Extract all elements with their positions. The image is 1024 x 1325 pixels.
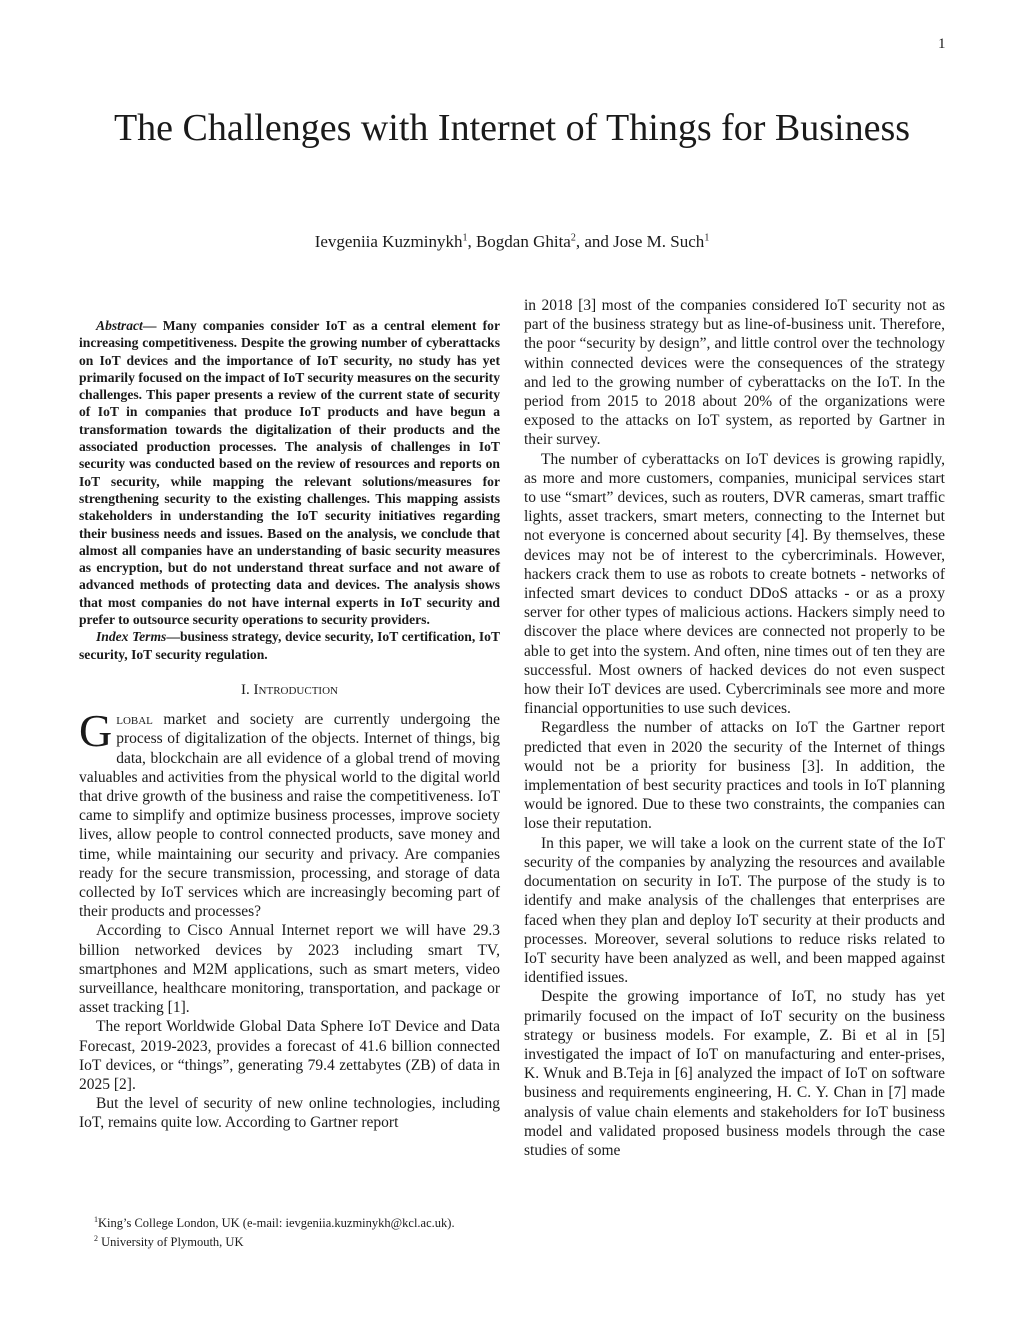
intro-text: market and society are currently undergoing the process of digitalization of the objects. Internet of things, big data, blockchain are all evidence of a global trend of moving valuables and activities from the physical world to the digital world that drive growth of the business and raise the competitiveness. IoT came to simplify and optimize business processes, improve society lives, allow people to control connected products, save money and time, while maintaining our security and privacy. Are companies ready for the secure transmission, processing, and storage of data collected by IoT services which are increasingly becoming part of their products and processes? <box>79 711 500 921</box>
footnote <box>94 1212 455 1231</box>
footnote-text: King’s College London, UK (e-mail: ievgeniia.kuzminykh@kcl.ac.uk). <box>98 1216 455 1231</box>
affiliation-mark: 1 <box>462 232 468 244</box>
intro-paragraph <box>79 705 500 921</box>
abstract-text: Many companies consider IoT as a central element for increasing competitiveness. Despite the growing number of cyberattacks on IoT devices and the importance of IoT security, no study has yet primarily focused on the impact of IoT security measures on the security challenges. This paper presents a review of the current state of security of IoT in companies that produce IoT products and have begun a transformation towards the digitalization of their products and the associated production processes. The analysis of challenges in IoT security was conducted based on the review of resources and reports on IoT security, while mapping the relevant solutions/measures for strengthening security to the existing challenges. This mapping assists stakeholders in understanding the IoT security initiatives regarding their business needs and issues. Based on the analysis, we conclude that almost all companies have an understanding of basic security measures as encryption, but do not understand threat surface and not aware of advanced methods of protecting data and devices. The analysis shows that most companies do not have internal experts in IoT security and prefer to outsource security operations to security providers. <box>79 318 500 628</box>
author-separator: , and <box>575 232 614 251</box>
author-separator: , <box>467 232 476 251</box>
footnotes <box>94 1212 455 1250</box>
body-paragraph: Regardless the number of attacks on IoT the Gartner report predicted that even in 2020 the security of the Internet of things would not be a priority for business [3]. In addition, the implementation of best security practices and tools in IoT planning would be ignored. Due to these two constraints, the companies can lose their reputation. <box>524 719 945 833</box>
author-name: Bogdan Ghita <box>475 232 571 251</box>
body-paragraph: But the level of security of new online technologies, including IoT, remains quite low. According to Gartner report <box>79 1095 500 1132</box>
section-numeral: I. <box>241 681 250 698</box>
left-column <box>79 317 500 1133</box>
author-name: Ievgeniia Kuzminykh <box>314 232 463 251</box>
footnote-mark: 2 <box>94 1234 98 1244</box>
body-paragraph: According to Cisco Annual Internet report we will have 29.3 billion networked devices by 2023 including smart TV, smartphones and M2M applications, such as smart meters, video surveillance, healthcare monitoring, transportation, and package or asset tracking [1]. <box>79 922 500 1017</box>
affiliation-mark: 1 <box>704 232 710 244</box>
author-list <box>90 232 934 252</box>
body-paragraph: The number of cyberattacks on IoT devices is growing rapidly, as more and more customers, companies, municipal services start to use “smart” devices, such as routers, DVR cameras, smart traffic lights, asset trackers, smart meters, connecting to the Internet but not everyone is concerned about security [4]. By themselves, these devices may not be of interest to the cybercriminals. However, hackers crack them to use as robots to create botnets - networks of infected smart devices to conduct DDoS attacks - or as a proxy server for other types of malicious actions. Hackers simply need to discover the place where devices are connected not properly to be able to get into the system. And often, nine times out of ten they are successful. Most owners of hacked devices do not even suspect how their IoT devices are used. Cybercriminals see more and more financial opportunities to use such devices. <box>524 450 945 718</box>
abstract-label: Abstract <box>96 318 143 333</box>
right-column <box>524 296 945 1160</box>
body-paragraph: In this paper, we will take a look on the current state of the IoT security of the companies by analyzing the resources and available documentation on security in IoT. The purpose of the study is to identify and make analysis of the challenges that enterprises are faced when they plan and deploy IoT security at their products and processes. Moreover, several solutions to reduce risks related to IoT security have been analyzed as well, and been mapped against identified issues. <box>524 834 945 987</box>
footnote <box>94 1231 455 1250</box>
footnote-mark: 1 <box>94 1215 98 1224</box>
intro-lead-word: lobal <box>116 711 153 729</box>
footnote-text: University of Plymouth, UK <box>101 1235 244 1250</box>
paper-title: The Challenges with Internet of Things for Business <box>113 107 911 149</box>
body-paragraph: in 2018 [3] most of the companies considered IoT security not as part of the business strategy but as line-of-business unit. Therefore, the poor “security by design”, and little control over the technology within connected devices were the consequences of the strategy and led to the growing number of cyberattacks on the IoT. In the period from 2015 to 2018 about 20% of the organizations were exposed to the attacks on IoT system, as reported by Gartner in their survey. <box>524 297 945 449</box>
drop-cap: G <box>79 705 113 757</box>
index-terms-text: —business strategy, device security, IoT certification, IoT security, IoT security regulation. <box>79 629 501 662</box>
index-terms-label: Index Terms <box>96 629 167 645</box>
body-paragraph: Despite the growing importance of IoT, no study has yet primarily focused on the impact of IoT security on the business strategy or business models. For example, Z. Bi et al in [5] investigated the impact of IoT on manufacturing and enter-prises, K. Wnuk and B.Teja in [6] analyzed the impact of IoT on software business and requirements engineering, H. C. Y. Chan in [7] made analysis of value chain elements and stakeholders for IoT business model and validated proposed business models through the case studies of some <box>524 988 945 1159</box>
affiliation-mark: 2 <box>570 232 576 244</box>
section-heading <box>79 681 500 700</box>
section-title: Introduction <box>253 681 338 698</box>
author-name: Jose M. Such <box>613 232 705 251</box>
abstract <box>79 317 500 663</box>
page-number: 1 <box>938 36 946 52</box>
body-paragraph: The report Worldwide Global Data Sphere IoT Device and Data Forecast, 2019-2023, provides a forecast of 41.6 billion connected IoT devices, or “things”, generating 79.4 zettabytes (ZB) of data in 2025 [2]. <box>79 1018 500 1093</box>
abstract-dash: — <box>142 318 163 333</box>
